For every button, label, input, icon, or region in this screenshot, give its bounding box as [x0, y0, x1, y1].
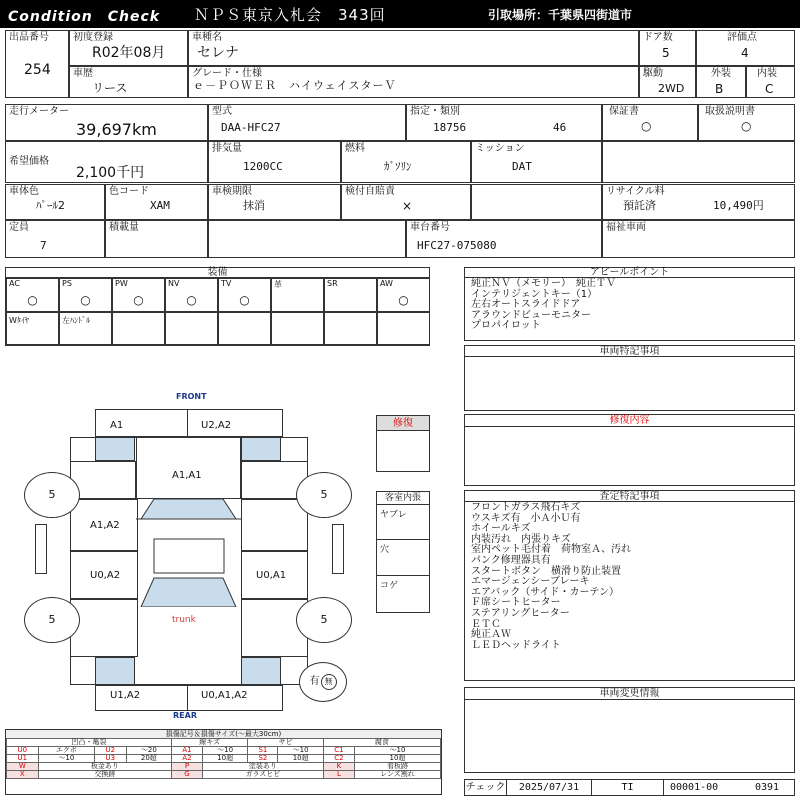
grade-score-cell [696, 30, 795, 66]
front-right-fender [241, 437, 281, 461]
model-cell [208, 104, 406, 141]
load-cell [105, 220, 208, 258]
lot-number-label: 出品番号 [9, 32, 49, 43]
repair-marker-box [376, 415, 430, 472]
color-code-label: 色コード [109, 186, 149, 197]
equipment-item-label: TV [221, 279, 232, 288]
equipment-item-mark: ○ [186, 293, 197, 307]
mission: DAT [512, 160, 532, 173]
check-label: チェック [465, 782, 506, 793]
designation-label: 指定・類別 [410, 106, 460, 117]
inspection-cell [208, 184, 341, 220]
history-label: 車歴 [73, 68, 93, 79]
legend-cell: W [7, 763, 39, 771]
inspection: 抹消 [243, 199, 265, 212]
exterior-label: 外装 [711, 68, 731, 79]
cabin-row-tear: ヤブレ [377, 505, 429, 540]
panel-left-rear-door: U0,A2 [90, 570, 121, 581]
mission-label: ミッション [475, 143, 525, 154]
grade-cell [188, 66, 639, 98]
equipment-item-mark: ○ [27, 293, 38, 307]
chassis-label: 車台番号 [410, 222, 450, 233]
special-notes-title: 車両特記事項 [465, 346, 794, 357]
chassis: HFC27-075080 [417, 239, 497, 252]
legend-cell: U2 [95, 747, 127, 755]
manual: ○ [741, 119, 752, 133]
fuel: ｶﾞｿﾘﾝ [384, 160, 412, 173]
inspection-notes-lines [471, 503, 631, 651]
car-name: セレナ [197, 45, 239, 61]
rear-right-corner [241, 657, 281, 685]
appeal-line: 純正ＮＶ（メモリー） 純正ＴＶ [471, 278, 616, 289]
equipment-extra [6, 312, 59, 345]
history: リース [92, 81, 128, 95]
panel-left-front-door: A1,A2 [90, 520, 120, 531]
hood [136, 437, 241, 499]
footer-code: 00001-00 [670, 782, 719, 793]
legend-cell: 10超 [278, 755, 323, 763]
windshield [141, 499, 236, 519]
auction-title: ＮＰＳ東京入札会 343回 [194, 6, 386, 24]
equipment-item-label: 革 [274, 280, 282, 289]
equipment-table [5, 267, 430, 346]
doors-cell [639, 30, 696, 66]
tire-rear-right: 5 [296, 597, 352, 643]
first-registration-cell [69, 30, 188, 66]
inspection-note-line: エマージェンシーブレーキ [471, 576, 590, 588]
legend-cell: P [172, 763, 203, 771]
legend-cell: 交換跡 [38, 771, 171, 779]
rear-divider [187, 685, 188, 711]
welfare-label: 福祉車両 [606, 222, 646, 233]
equipment-extra [165, 312, 218, 345]
history-cell [69, 66, 188, 98]
appeal-line: アラウンドビューモニター [471, 309, 591, 321]
recycle-label: リサイクル料 [606, 186, 665, 197]
panel-hood: A1,A1 [172, 470, 202, 481]
capacity-label: 定員 [9, 222, 29, 233]
legend-cell: U1 [7, 755, 39, 763]
price-cell [5, 141, 208, 183]
trunk-label: trunk [172, 615, 196, 625]
equipment-item [324, 278, 377, 312]
legend-box [5, 729, 442, 795]
insurance-label: 検付自賠責 [345, 186, 395, 197]
inspector: TI [592, 780, 664, 795]
spare-mark: 無 [321, 674, 337, 690]
legend-cell: 〜20 [126, 747, 171, 755]
equipment-item-label: PW [115, 279, 128, 288]
legend-cell: 〜10 [38, 755, 94, 763]
interior-label: 内装 [757, 68, 777, 79]
inspection-note-line: 室内ペット毛付着 荷物室Ａ、汚れ [471, 544, 631, 556]
legend-cell: 〜10 [354, 747, 440, 755]
panel-front-left: A1 [110, 420, 124, 431]
blank-cell-2 [471, 184, 602, 220]
equipment-item [218, 278, 271, 312]
capacity: 7 [40, 239, 47, 252]
inspection-note-line: ステアリングヒーター [471, 607, 570, 619]
inspection-note-line: ホイールキズ [471, 523, 531, 535]
legend-title: 損傷記号＆損傷サイズ(〜最大30cm) [6, 730, 441, 738]
color-label: 車体色 [9, 186, 39, 197]
legend-cell: 10超 [202, 755, 247, 763]
legend-cell: 凹凸・亀裂 [7, 739, 172, 747]
roof-panel [154, 539, 224, 573]
appeal-line: 左右オートスライドドア [471, 299, 581, 311]
model: DAA-HFC27 [221, 121, 281, 134]
legend-cell: 20超 [126, 755, 171, 763]
inspection-note-line: ＬＥＤヘッドライト [471, 639, 561, 651]
equipment-item-mark: ○ [239, 293, 250, 307]
inspection-note-line: ＥＴＣ [471, 618, 501, 630]
title-left: Condition Check [8, 9, 161, 25]
inspection-note-line: Ｆ席シートヒーター [471, 597, 561, 609]
rear-window [141, 578, 236, 607]
panel-front-right: U2,A2 [201, 420, 232, 431]
footer-number: 0391 [755, 782, 780, 793]
legend-cell: 塗装あり [202, 763, 323, 771]
legend-cell: レンズ割れ [354, 771, 440, 779]
legend-cell: 10超 [354, 755, 440, 763]
equipment-extra [59, 312, 112, 345]
mileage: 39,697km [76, 120, 157, 139]
lot-number-cell [5, 30, 69, 98]
inspection-note-line: フロントガラス飛石キズ [471, 502, 581, 513]
front-label: FRONT [176, 392, 207, 401]
equipment-item-mark: ○ [80, 293, 91, 307]
drive-label: 駆動 [643, 68, 663, 79]
legend-cell: 板金あり [38, 763, 171, 771]
doors-label: ドア数 [643, 32, 673, 43]
recycle-status: 預託済 [623, 199, 656, 212]
price-label: 希望価格 [9, 156, 49, 167]
inspection-note-line: ウスキズ有 小Ａ小Ｕ有 [471, 512, 581, 524]
inspection-note-line: 内装汚れ 内張りキズ [471, 533, 571, 545]
interior-cell [746, 66, 795, 98]
legend-cell: ガラスヒビ [202, 771, 323, 779]
left-rear-quarter [70, 599, 138, 657]
spare-tire [299, 662, 347, 702]
legend-cell: 看板跡 [354, 763, 440, 771]
special-notes-box [464, 345, 795, 411]
spare-label: 有 [309, 676, 320, 687]
color: ﾊﾟｰﾙ2 [36, 199, 65, 212]
warranty-label: 保証書 [609, 106, 639, 117]
cabin-row-burn: コゲ [380, 581, 399, 591]
legend-cell: U0 [7, 747, 39, 755]
cabin-row-hole: 穴 [377, 540, 429, 576]
front-divider [187, 409, 188, 437]
equipment-item-mark: ○ [133, 293, 144, 307]
exterior-cell [696, 66, 746, 98]
load-label: 積載量 [109, 222, 139, 233]
lot-number: 254 [24, 62, 51, 78]
color-code-cell [105, 184, 208, 220]
legend-cell: A1 [172, 747, 203, 755]
equipment-item [112, 278, 165, 312]
inspection-label: 車検期限 [212, 186, 252, 197]
drive-cell [639, 66, 696, 98]
inspection-note-line: パンク修理器具有 [471, 554, 551, 566]
inspection-note-line: エアバック（サイド・カーテン） [471, 586, 619, 598]
legend-cell: 線キズ [172, 739, 248, 747]
equipment-item [6, 278, 59, 312]
legend-cell: S2 [248, 755, 278, 763]
manual-label: 取扱説明書 [705, 106, 755, 117]
warranty: ○ [641, 119, 652, 133]
check-date: 2025/07/31 [507, 780, 592, 795]
tire-rear-left: 5 [24, 597, 80, 643]
header-bar [0, 0, 800, 28]
legend-cell: 〜10 [202, 747, 247, 755]
appeal-title: アピールポイント [465, 268, 794, 278]
recycle-fee: 10,490円 [713, 199, 764, 212]
repair-detail-title: 修復内容 [465, 415, 794, 427]
equipment-item-label: AC [9, 279, 20, 288]
equipment-item-mark: ○ [398, 293, 409, 307]
insurance-cell [341, 184, 471, 220]
change-info-box [464, 687, 795, 773]
equipment-item-label: AW [380, 279, 393, 288]
front-left-fender [95, 437, 135, 461]
appeal-line: インテリジェントキー（1） [471, 288, 598, 300]
legend-cell: K [323, 763, 354, 771]
equipment-item-label: NV [168, 279, 180, 288]
equipment-extra [324, 312, 377, 345]
legend-cell: C1 [323, 747, 354, 755]
repair-detail-box [464, 414, 795, 486]
cabin-title: 客室内張 [377, 492, 429, 505]
equipment-item [377, 278, 430, 312]
equipment-extra [377, 312, 430, 345]
legend-cell: G [172, 771, 203, 779]
grade: ｅ－ＰＯＷＥＲ ハイウェイスターＶ [193, 79, 397, 92]
equipment-item [165, 278, 218, 312]
warranty-cell [602, 104, 698, 141]
appeal-lines [471, 279, 616, 332]
mileage-label: 走行メーター [9, 106, 69, 117]
drive: 2WD [658, 82, 685, 95]
blank-cell-3 [208, 220, 406, 258]
category: 46 [553, 121, 567, 134]
legend-cell: A2 [172, 755, 203, 763]
equipment-title: 装備 [6, 268, 429, 278]
model-label: 型式 [212, 106, 232, 117]
mileage-cell [5, 104, 208, 141]
equipment-item-label: SR [327, 279, 338, 288]
legend-cell: L [323, 771, 354, 779]
welfare-cell [602, 220, 795, 258]
displacement-label: 排気量 [212, 143, 242, 154]
pickup-location: 引取場所：千葉県四街道市 [488, 8, 633, 22]
equipment-extra [218, 312, 271, 345]
inspection-notes-box [464, 490, 795, 681]
car-name-cell [188, 30, 639, 66]
designation-cell [406, 104, 602, 141]
left-mirror [35, 524, 47, 574]
car-name-label: 車種名 [192, 32, 222, 43]
legend-cell: U3 [95, 755, 127, 763]
interior: C [765, 82, 774, 96]
manual-cell [698, 104, 795, 141]
inspection-notes-title: 査定特記事項 [465, 491, 794, 502]
equipment-extra [271, 312, 324, 345]
inspection-note-line: 純正ＡＷ [471, 629, 511, 641]
price: 2,100千円 [76, 165, 145, 181]
blank-cell-1 [602, 141, 795, 183]
color-code: XAM [150, 199, 170, 212]
equipment-item-label: PS [62, 279, 72, 288]
roof-windows [136, 499, 241, 607]
change-info-title: 車両変更情報 [465, 688, 794, 700]
equipment-extra [112, 312, 165, 345]
displacement-cell [208, 141, 341, 183]
legend-cell: 〜10 [278, 747, 323, 755]
legend-cell: エクボ [38, 747, 94, 755]
rear-label: REAR [173, 711, 197, 720]
inspection-note-line: スタートボタン 横滑り防止装置 [471, 565, 621, 577]
repair-label: 修復 [377, 416, 429, 431]
legend-grid [6, 738, 441, 779]
displacement: 1200CC [243, 160, 283, 173]
grade-score: 4 [741, 46, 749, 60]
appeal-line: プロパイロット [471, 320, 541, 332]
fuel-label: 燃料 [345, 143, 365, 154]
exterior: B [715, 82, 724, 96]
panel-right-rear-door: U0,A1 [256, 570, 287, 581]
panel-rear-left: U1,A2 [110, 690, 141, 701]
legend-cell: C2 [323, 755, 354, 763]
legend-cell: S1 [248, 747, 278, 755]
mission-cell [471, 141, 602, 183]
equipment-item [59, 278, 112, 312]
right-mirror [332, 524, 344, 574]
legend-cell: 腐食 [323, 739, 440, 747]
doors: 5 [662, 46, 670, 60]
legend-cell: サビ [248, 739, 324, 747]
rear-left-corner [95, 657, 135, 685]
fuel-cell [341, 141, 471, 183]
color-cell [5, 184, 105, 220]
equipment-extra-label: Wﾀｲﾔ [9, 316, 29, 325]
footer-box [464, 779, 795, 796]
panel-rear-right: U0,A1,A2 [201, 690, 248, 701]
first-registration: R02年08月 [92, 45, 166, 61]
right-front-door [241, 499, 308, 551]
equipment-extra-label: 左ﾊﾝﾄﾞﾙ [62, 316, 90, 325]
equipment-item [271, 278, 324, 312]
legend-cell: X [7, 771, 39, 779]
tire-front-left: 5 [24, 472, 80, 518]
insurance: × [402, 199, 413, 213]
appeal-box [464, 267, 795, 341]
grade-score-label: 評価点 [727, 32, 757, 43]
designation: 18756 [433, 121, 467, 134]
grade-label: グレード・仕様 [192, 68, 262, 79]
recycle-cell [602, 184, 795, 220]
cabin-box [376, 491, 430, 613]
chassis-cell [406, 220, 602, 258]
capacity-cell [5, 220, 105, 258]
first-registration-label: 初度登録 [73, 32, 113, 43]
tire-front-right: 5 [296, 472, 352, 518]
